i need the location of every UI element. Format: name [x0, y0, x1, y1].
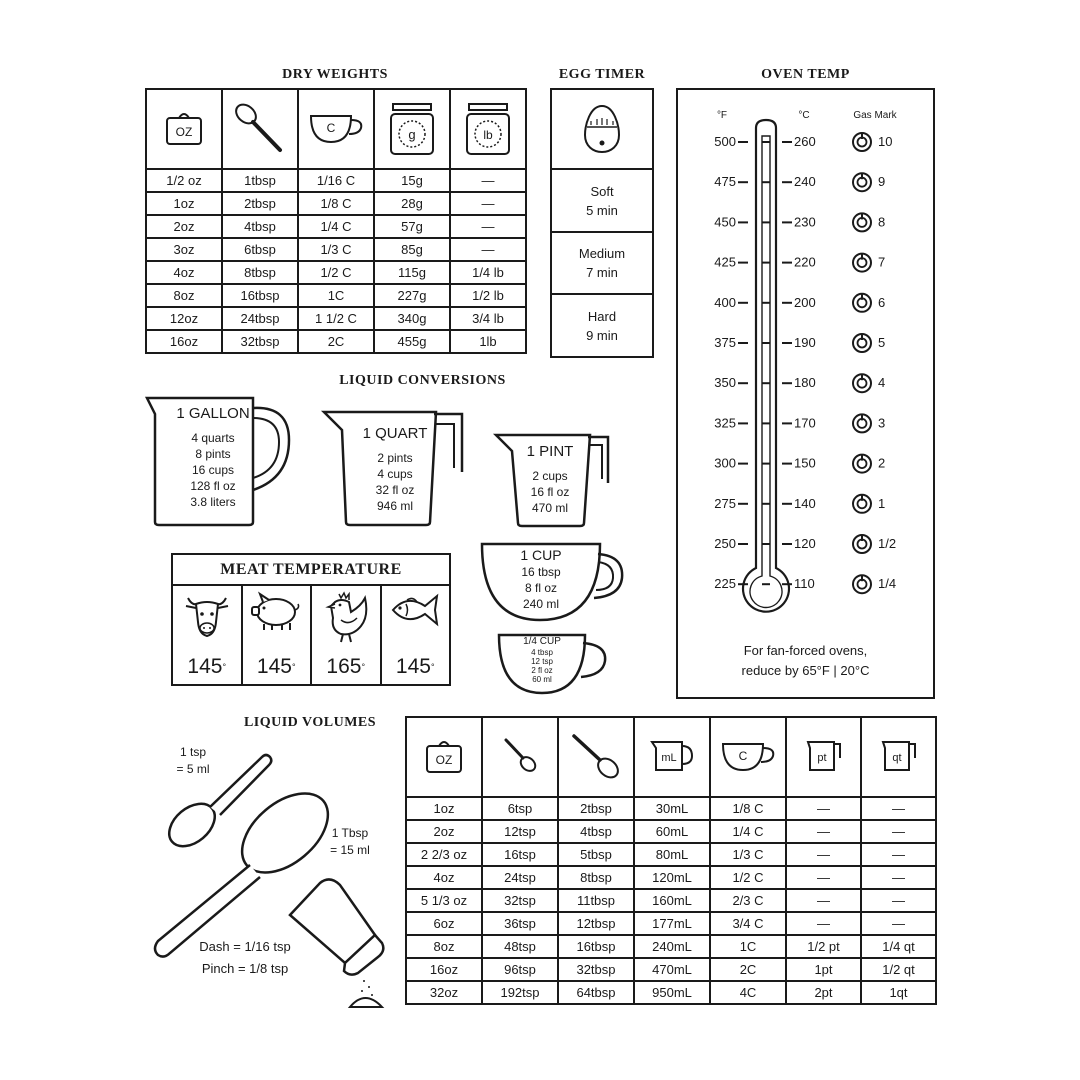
table-cell: 4oz [146, 261, 222, 284]
oven-fahrenheit-value: 225 [714, 576, 736, 592]
ounce-weight-icon [146, 89, 222, 169]
fahrenheit-header: °F [716, 110, 728, 121]
table-cell: 57g [374, 215, 450, 238]
egg-hard-label: Hard [587, 308, 617, 324]
table-cell: 1/3 C [298, 238, 374, 261]
table-cell: 64tbsp [558, 981, 634, 1004]
cow-icon [182, 590, 232, 640]
gas-mark-header: Gas Mark [853, 110, 897, 121]
oven-celsius-value: 240 [794, 174, 816, 190]
meat-cell-beef [173, 586, 243, 684]
table-cell: 1 1/2 C [298, 307, 374, 330]
gas-mark-value: 6 [878, 294, 886, 310]
dry-weights-row [146, 261, 526, 284]
table-cell: 30mL [634, 797, 710, 820]
oven-celsius-value: 150 [794, 455, 816, 471]
oven-fahrenheit-value: 275 [714, 495, 736, 511]
svg-text:C: C [326, 120, 336, 135]
oven-celsius-value: 190 [794, 335, 816, 350]
table-cell: 1/16 C [298, 169, 374, 192]
gas-mark-value: 7 [878, 254, 886, 270]
table-cell: 6tsp [482, 797, 558, 820]
table-cell: 12tbsp [558, 912, 634, 935]
cup-line: 8 fl oz [524, 581, 557, 595]
table-cell: 3oz [146, 238, 222, 261]
table-cell: 16oz [146, 330, 222, 353]
dry-weights-row [146, 284, 526, 307]
quart-container-icon [861, 717, 936, 797]
oven-celsius-value: 220 [794, 254, 816, 270]
oven-celsius-value: 110 [794, 576, 815, 592]
fish-icon [389, 590, 441, 630]
egg-soft [552, 170, 652, 233]
table-cell: 1/2 oz [146, 169, 222, 192]
pint-line: 470 ml [531, 501, 569, 515]
gallon-line: 3.8 liters [190, 495, 236, 509]
table-cell: — [786, 797, 861, 820]
degree-symbol: ° [291, 662, 296, 672]
liquid-volumes-row [406, 889, 936, 912]
svg-text:OZ: OZ [435, 752, 453, 767]
table-cell: — [786, 843, 861, 866]
table-cell: 1/2 C [298, 261, 374, 284]
oven-celsius-value: 170 [794, 415, 816, 431]
fan-forced-note-2: reduce by 65°F | 20°C [741, 663, 870, 678]
table-cell: 4oz [406, 866, 482, 889]
dash-label: Dash = 1/16 tsp [199, 939, 291, 954]
table-cell: — [450, 169, 526, 192]
degree-symbol: ° [430, 662, 435, 672]
cup-icon [298, 89, 374, 169]
table-cell: 1C [298, 284, 374, 307]
table-cell: 115g [374, 261, 450, 284]
table-cell: 160mL [634, 889, 710, 912]
table-cell: 1/8 C [298, 192, 374, 215]
svg-text:g: g [408, 126, 416, 142]
svg-text:qt: qt [891, 751, 902, 764]
meat-temperature-title: MEAT TEMPERATURE [173, 555, 449, 586]
oven-fahrenheit-value: 375 [714, 335, 736, 350]
table-cell: 3/4 lb [450, 307, 526, 330]
table-cell: 1/4 qt [861, 935, 936, 958]
oven-fahrenheit-value: 300 [714, 455, 736, 471]
degree-symbol: ° [361, 662, 366, 672]
gallon-text [158, 404, 268, 510]
fan-forced-note-1: For fan-forced ovens, [743, 643, 868, 658]
cup-line: 240 ml [522, 597, 560, 611]
table-cell: 2oz [146, 215, 222, 238]
svg-text:C: C [738, 748, 748, 763]
table-cell: 60mL [634, 820, 710, 843]
pint-title: 1 PINT [526, 443, 574, 460]
gas-mark-value: 1/4 [878, 576, 897, 592]
tablespoon-icon [558, 717, 634, 797]
gas-mark-value: 9 [878, 174, 886, 190]
table-cell: 1/2 qt [861, 958, 936, 981]
table-cell: 28g [374, 192, 450, 215]
table-cell: 120mL [634, 866, 710, 889]
gallon-title: 1 GALLON [176, 405, 250, 422]
liquid-volumes-row [406, 935, 936, 958]
svg-text:pt: pt [816, 751, 827, 764]
table-cell: 2pt [786, 981, 861, 1004]
table-cell: 96tsp [482, 958, 558, 981]
pint-line: 2 cups [532, 469, 568, 483]
table-cell: 8tbsp [222, 261, 298, 284]
liquid-volumes-row [406, 820, 936, 843]
table-cell: 177mL [634, 912, 710, 935]
gas-mark-value: 4 [878, 375, 886, 391]
table-cell: — [450, 238, 526, 261]
pint-container-icon [786, 717, 861, 797]
table-cell: 32oz [406, 981, 482, 1004]
table-cell: — [861, 912, 936, 935]
tablespoon-icon [222, 89, 298, 169]
table-cell: 12oz [146, 307, 222, 330]
gas-mark-value: 10 [878, 134, 893, 149]
meat-cell-fish [382, 586, 450, 684]
table-cell: 950mL [634, 981, 710, 1004]
table-cell: 5 1/3 oz [406, 889, 482, 912]
dry-weights-row [146, 307, 526, 330]
oven-fahrenheit-value: 400 [714, 294, 736, 310]
table-cell: 1/2 lb [450, 284, 526, 307]
oven-fahrenheit-value: 450 [714, 214, 736, 230]
table-cell: 1/4 lb [450, 261, 526, 284]
dry-weights-table [145, 88, 527, 354]
table-cell: 32tsp [482, 889, 558, 912]
oven-fahrenheit-value: 475 [714, 174, 736, 190]
table-cell: 4tbsp [558, 820, 634, 843]
dry-weights-row [146, 330, 526, 353]
meat-temp-value: 165 [326, 655, 362, 678]
liquid-conversions-title: LIQUID CONVERSIONS [339, 373, 506, 388]
table-cell: 8oz [146, 284, 222, 307]
liquid-volumes-row [406, 843, 936, 866]
liquid-volumes-row [406, 866, 936, 889]
liquid-volumes-row [406, 958, 936, 981]
oven-temp-title: OVEN TEMP [761, 67, 850, 82]
table-cell: 1qt [861, 981, 936, 1004]
quarter-cup-line: 60 ml [532, 675, 552, 684]
quarter-cup-line: 2 fl oz [531, 666, 553, 675]
tsp-label: 1 tsp = 5 ml [176, 745, 210, 776]
table-cell: 32tbsp [222, 330, 298, 353]
oven-fahrenheit-value: 250 [714, 536, 736, 551]
egg-hard-time: 9 min [586, 327, 618, 343]
table-cell: 5tbsp [558, 843, 634, 866]
quart-text [345, 424, 445, 514]
egg-medium [552, 233, 652, 295]
gallon-line: 16 cups [191, 463, 235, 477]
table-cell: 16tbsp [558, 935, 634, 958]
table-cell: — [450, 192, 526, 215]
milliliter-jug-icon [634, 717, 710, 797]
cup-title: 1 CUP [520, 547, 562, 563]
table-cell: 340g [374, 307, 450, 330]
table-cell: 4tbsp [222, 215, 298, 238]
egg-medium-label: Medium [578, 246, 626, 261]
liquid-volumes-title: LIQUID VOLUMES [243, 715, 377, 730]
table-cell: 32tbsp [558, 958, 634, 981]
table-cell: — [786, 866, 861, 889]
table-cell: 15g [374, 169, 450, 192]
pint-line: 16 fl oz [530, 485, 570, 499]
cup-icon [710, 717, 786, 797]
table-cell: 2tbsp [222, 192, 298, 215]
oven-celsius-value: 120 [794, 536, 816, 551]
table-cell: 1lb [450, 330, 526, 353]
table-cell: 1/2 pt [786, 935, 861, 958]
dry-weights-title: DRY WEIGHTS [282, 67, 388, 82]
pig-icon [250, 590, 302, 634]
egg-icon [552, 90, 652, 170]
meat-cell-poultry [312, 586, 382, 684]
meat-temp-value: 145 [256, 655, 292, 678]
liquid-volumes-row [406, 912, 936, 935]
pound-scale-icon [450, 89, 526, 169]
liquid-volumes-row [406, 981, 936, 1004]
oven-fahrenheit-value: 425 [714, 254, 736, 270]
egg-hard [552, 295, 652, 356]
table-cell: — [861, 889, 936, 912]
oven-temp-box [676, 88, 935, 699]
dry-weights-row [146, 238, 526, 261]
table-cell: — [861, 797, 936, 820]
oven-celsius-value: 260 [794, 134, 816, 149]
thermometer-icon [743, 120, 789, 612]
liquid-volumes-table [405, 716, 937, 1005]
oven-celsius-value: 230 [794, 214, 816, 230]
table-cell: 6tbsp [222, 238, 298, 261]
ounce-weight-icon [406, 717, 482, 797]
gas-mark-value: 2 [878, 455, 886, 471]
quarter-cup-title: 1/4 CUP [523, 636, 561, 647]
quart-line: 32 fl oz [375, 483, 415, 497]
cup-text [495, 546, 587, 612]
table-cell: 2/3 C [710, 889, 786, 912]
table-cell: 1/4 C [298, 215, 374, 238]
table-cell: 16tbsp [222, 284, 298, 307]
table-cell: 1tbsp [222, 169, 298, 192]
table-cell: — [786, 889, 861, 912]
quarter-cup-line: 12 tsp [531, 657, 553, 666]
table-cell: — [786, 912, 861, 935]
degree-symbol: ° [222, 662, 227, 672]
meat-temp-value: 145 [187, 655, 223, 678]
table-cell: 240mL [634, 935, 710, 958]
table-cell: 470mL [634, 958, 710, 981]
egg-soft-label: Soft [590, 183, 614, 199]
table-cell: 16tsp [482, 843, 558, 866]
oven-fahrenheit-value: 325 [714, 415, 736, 431]
table-cell: 24tsp [482, 866, 558, 889]
table-cell: 1/4 C [710, 820, 786, 843]
table-cell: — [450, 215, 526, 238]
dry-weights-row [146, 169, 526, 192]
quart-line: 4 cups [377, 467, 413, 481]
egg-medium-time: 7 min [586, 265, 618, 280]
oven-celsius-value: 140 [794, 495, 816, 511]
dry-weights-row [146, 192, 526, 215]
meat-cell-pork [243, 586, 313, 684]
table-cell: 8oz [406, 935, 482, 958]
gallon-line: 4 quarts [191, 431, 235, 445]
table-cell: 1oz [146, 192, 222, 215]
gas-mark-value: 5 [878, 335, 886, 350]
table-cell: 2oz [406, 820, 482, 843]
dry-weights-row [146, 215, 526, 238]
gallon-line: 8 pints [195, 447, 231, 461]
table-cell: 8tbsp [558, 866, 634, 889]
table-cell: 85g [374, 238, 450, 261]
table-cell: 16oz [406, 958, 482, 981]
table-cell: — [861, 843, 936, 866]
table-cell: 48tsp [482, 935, 558, 958]
table-cell: 80mL [634, 843, 710, 866]
table-cell: — [786, 820, 861, 843]
quart-line: 946 ml [376, 499, 414, 513]
table-cell: 2C [298, 330, 374, 353]
table-cell: 36tsp [482, 912, 558, 935]
svg-text:lb: lb [483, 127, 493, 142]
pinch-label: Pinch = 1/8 tsp [201, 961, 289, 976]
table-cell: 1/2 C [710, 866, 786, 889]
quarter-cup-line: 4 tbsp [531, 648, 553, 657]
quarter-cup-text [510, 636, 574, 684]
quart-line: 2 pints [377, 451, 413, 465]
celsius-header: °C [798, 110, 810, 121]
egg-timer-table [550, 88, 654, 358]
cup-line: 16 tbsp [521, 565, 561, 579]
liquid-volumes-row [406, 797, 936, 820]
table-cell: 12tsp [482, 820, 558, 843]
table-cell: 11tbsp [558, 889, 634, 912]
table-cell: 6oz [406, 912, 482, 935]
teaspoon-small-icon [482, 717, 558, 797]
table-cell: 24tbsp [222, 307, 298, 330]
gas-mark-value: 1/2 [878, 536, 897, 551]
meat-temperature-box [171, 553, 451, 686]
salt-shaker-icon [290, 879, 383, 1007]
table-cell: 192tsp [482, 981, 558, 1004]
gas-mark-value: 8 [878, 214, 886, 230]
table-cell: 1/3 C [710, 843, 786, 866]
table-cell: 1C [710, 935, 786, 958]
table-cell: 2 2/3 oz [406, 843, 482, 866]
table-cell: 1/8 C [710, 797, 786, 820]
table-cell: — [861, 866, 936, 889]
meat-temp-value: 145 [395, 655, 431, 678]
oven-fahrenheit-value: 500 [714, 134, 736, 149]
oven-celsius-value: 200 [794, 294, 816, 310]
svg-text:OZ: OZ [175, 124, 193, 139]
svg-text:mL: mL [661, 751, 677, 764]
table-cell: 1oz [406, 797, 482, 820]
table-cell: — [861, 820, 936, 843]
table-cell: 227g [374, 284, 450, 307]
table-cell: 2C [710, 958, 786, 981]
egg-soft-time: 5 min [586, 202, 618, 218]
table-cell: 2tbsp [558, 797, 634, 820]
gram-scale-icon [374, 89, 450, 169]
chicken-icon [321, 590, 371, 644]
gas-mark-value: 1 [878, 495, 886, 511]
table-cell: 3/4 C [710, 912, 786, 935]
gas-mark-value: 3 [878, 415, 886, 431]
oven-celsius-value: 180 [794, 375, 816, 391]
egg-timer-title: EGG TIMER [558, 67, 646, 82]
gallon-line: 128 fl oz [190, 479, 236, 493]
pint-text [505, 442, 595, 516]
table-cell: 455g [374, 330, 450, 353]
table-cell: 1pt [786, 958, 861, 981]
oven-fahrenheit-value: 350 [714, 375, 736, 391]
table-cell: 4C [710, 981, 786, 1004]
quart-title: 1 QUART [362, 425, 428, 442]
tbsp-label: 1 Tbsp = 15 ml [330, 826, 370, 857]
